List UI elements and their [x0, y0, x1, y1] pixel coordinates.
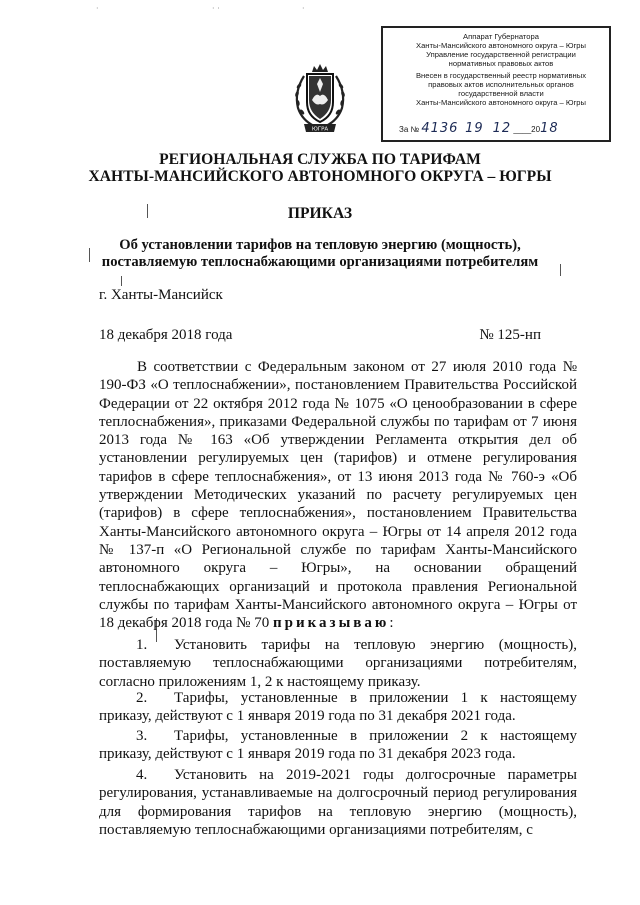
order-colon: : [389, 615, 394, 632]
scan-mark [89, 248, 90, 262]
preamble-text: В соответствии с Федеральным законом от 27 июля 2010 года № 190-ФЗ «О теплоснабжении», постановлением Правительства Российской Федерации от 22 октября 2012 года № 1075 «О ценообразовании в сфере теплоснабжения», приказами Федеральной службы по тарифам от 7 июня 2013 года № 163 «Об утверждении Регламента открытия дел об установлении регулируемых цен (тарифов) и отмене регулирования тарифов в сфере теплоснабжения», от 13 июня 2013 года № 760-э «Об утверждении Методических указаний по расчету регулируемых цен (тарифов) в сфере теплоснабжения», постановлением Правительства Ханты-Мансийского автономного округа – Югры от 14 апреля 2012 года № 137-п «О Региональной службе по тарифам Ханты-Мансийского автономного округа – Югры», на основании обращений теплоснабжающих организаций и протокола правления Региональной службы по тарифам Ханты-Мансийского автономного округа – Югры от 18 декабря 2018 года № 70 [99, 359, 577, 632]
order-item-text: Установить тарифы на тепловую энергию (мощность), поставляемую теплоснабжающими организациями потребителям, согласно приложениям 1, 2 к настоящему приказу. [99, 637, 577, 690]
order-item-text: Тарифы, установленные в приложении 1 к настоящему приказу, действуют с 1 января 2019 года по 31 декабря 2021 года. [99, 690, 577, 725]
scan-mark [147, 204, 148, 218]
stamp-reg-prefix: За № [399, 125, 420, 134]
order-item [99, 727, 577, 764]
scan-mark [121, 276, 122, 286]
document-city: г. Ханты-Мансийск [99, 287, 223, 303]
registration-stamp [381, 26, 611, 142]
stamp-reg-month: 12 [492, 121, 512, 136]
document-type: ПРИКАЗ [287, 205, 353, 222]
scan-mark [560, 264, 561, 276]
preamble-paragraph [99, 358, 577, 632]
coat-of-arms-icon [290, 62, 350, 134]
scan-speck: · · [212, 4, 220, 13]
stamp-reg-year: 18 [540, 121, 559, 136]
order-item-number: 1. [136, 637, 148, 653]
emblem-ribbon-text: ЮГРА [311, 126, 329, 133]
stamp-reg-day: 19 [465, 121, 484, 136]
stamp-line: нормативных правовых актов [448, 59, 554, 68]
stamp-line: Аппарат Губернатора [463, 32, 539, 41]
scan-speck: · [96, 4, 99, 13]
order-item-text: Тарифы, установленные в приложении 2 к настоящему приказу, действуют с 1 января 2019 года по 31 декабря 2023 года. [99, 728, 577, 763]
order-item-number: 4. [136, 767, 148, 783]
order-item-number: 2. [136, 690, 148, 706]
stamp-reg-year-prefix: 20 [531, 125, 541, 134]
document-subject-line-2: поставляемую теплоснабжающими организациями потребителям [101, 254, 539, 270]
stamp-line: Ханты-Мансийского автономного округа – Югры [416, 41, 586, 50]
scan-speck: · [302, 4, 305, 13]
org-title-line-2: ХАНТЫ-МАНСИЙСКОГО АВТОНОМНОГО ОКРУГА – ЮГРЫ [88, 168, 552, 185]
stamp-line: Управление государственной регистрации [426, 50, 576, 59]
order-item [99, 689, 577, 726]
stamp-line: Ханты-Мансийского автономного округа – Югры [416, 98, 586, 107]
order-item-text: Установить на 2019-2021 годы долгосрочные параметры регулирования, устанавливаемые на долгосрочный период регулирования для формирования тарифов на тепловую энергию (мощность), поставляемую теплоснабжающими организациями потребителям, с [99, 767, 577, 838]
stamp-line: государственной власти [458, 89, 544, 98]
document-date: 18 декабря 2018 года [99, 327, 233, 343]
order-item-number: 3. [136, 728, 148, 744]
order-item [99, 766, 577, 839]
stamp-reg-number: 4136 [421, 121, 459, 136]
document-number: № 125-нп [479, 327, 541, 343]
org-title-line-1: РЕГИОНАЛЬНАЯ СЛУЖБА ПО ТАРИФАМ [159, 151, 481, 168]
stamp-line: Внесен в государственный реестр нормативных [415, 71, 587, 80]
stamp-registration-number: За № 4136 19 12 ____2018 [399, 121, 559, 136]
order-item [99, 636, 577, 691]
order-word: приказываю [273, 615, 390, 632]
document-subject-line-1: Об установлении тарифов на тепловую энергию (мощность), [119, 237, 521, 253]
stamp-line: правовых актов исполнительных органов [428, 80, 574, 89]
